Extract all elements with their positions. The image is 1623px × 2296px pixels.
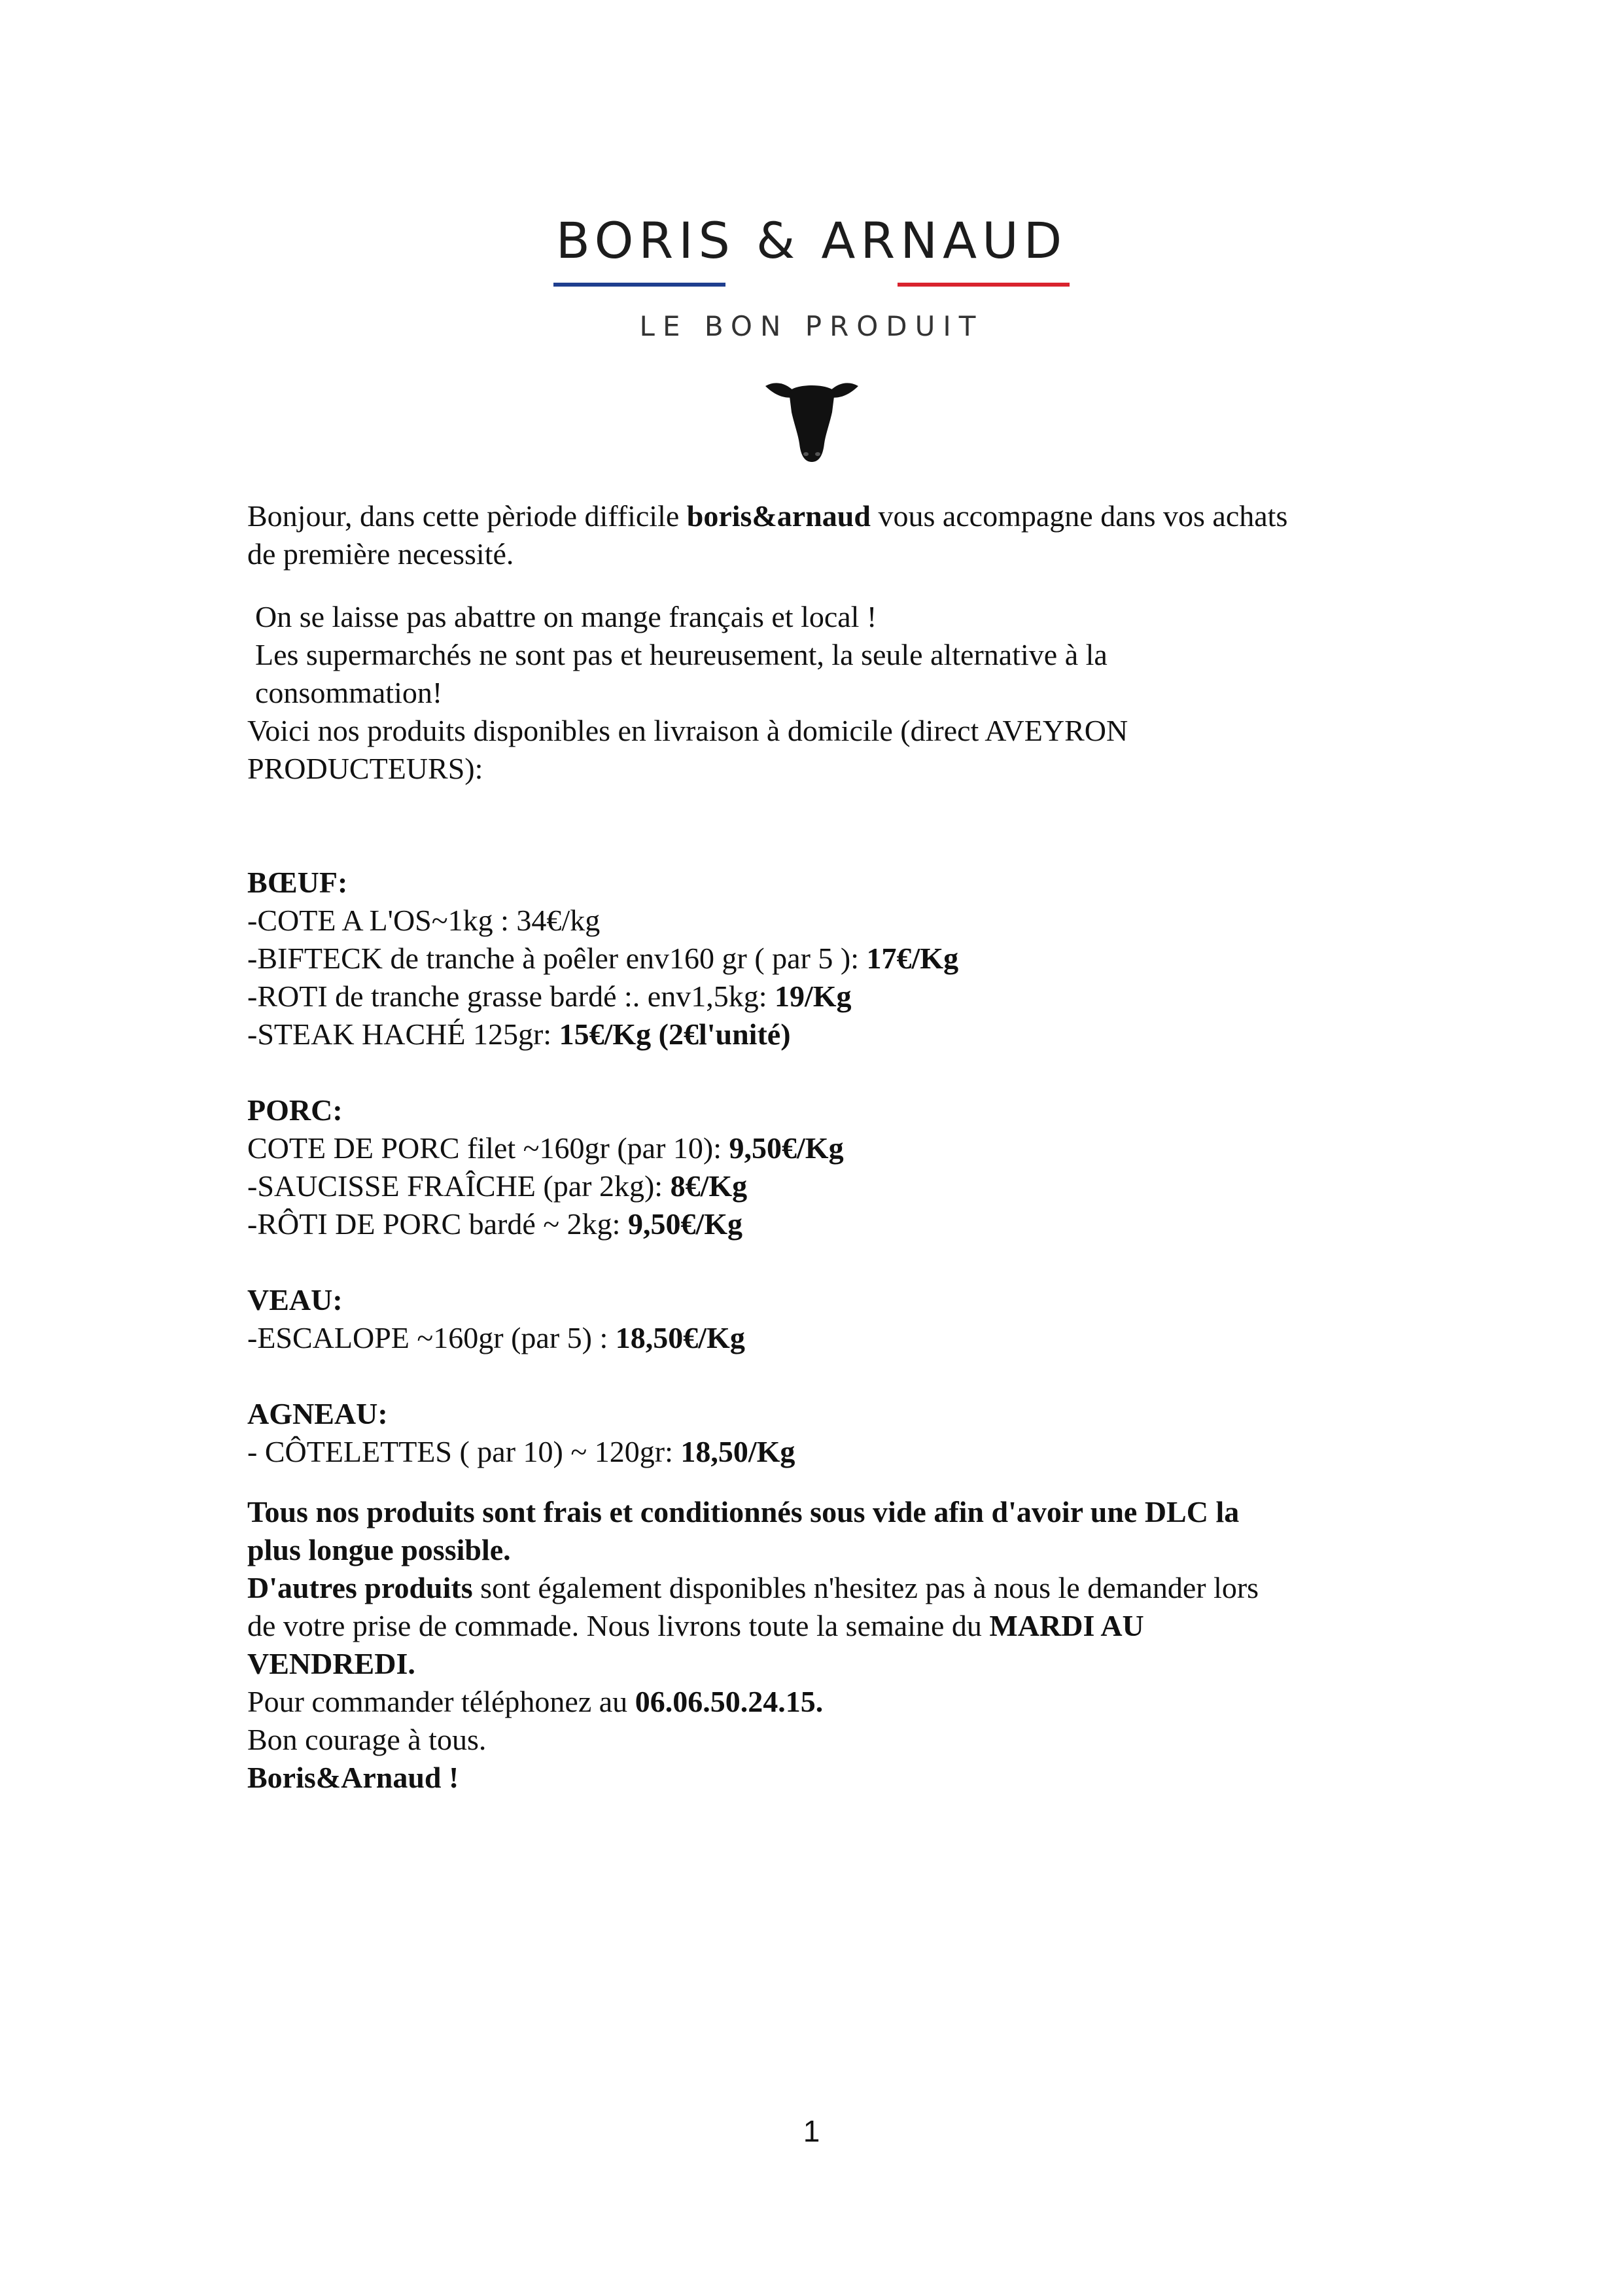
product-price: 9,50€/Kg xyxy=(729,1131,844,1165)
product-name: COTE DE PORC filet ~160gr (par 10): xyxy=(247,1131,729,1165)
flag-red xyxy=(898,283,1070,287)
delivery-days: MARDI AU xyxy=(989,1609,1144,1642)
product-line xyxy=(247,978,1412,1016)
product-line xyxy=(247,1319,1412,1357)
cow-head-icon xyxy=(763,378,861,463)
product-name: -BIFTECK de tranche à poêler env160 gr ( par 5 ): xyxy=(247,942,867,975)
paragraph-line: PRODUCTEURS): xyxy=(247,752,483,785)
product-line: -COTE A L'OS~1kg : 34€/kg xyxy=(247,904,601,937)
section-title: VEAU: xyxy=(247,1283,343,1316)
closing-line: Bon courage à tous. xyxy=(247,1723,487,1756)
section-porc xyxy=(247,1091,1412,1243)
product-line xyxy=(247,940,1412,978)
flag-underline xyxy=(553,283,1070,287)
brand-name: BORIS & ARNAUD xyxy=(555,211,1068,270)
intro-text: vous accompagne dans vos achats xyxy=(870,499,1288,533)
paragraph-line: Voici nos produits disponibles en livraison à domicile (direct AVEYRON xyxy=(247,714,1128,747)
order-text: Pour commander téléphonez au xyxy=(247,1685,635,1718)
intro-text: de première necessité. xyxy=(247,537,514,571)
product-name: -STEAK HACHÉ 125gr: xyxy=(247,1017,559,1051)
order-line xyxy=(247,1683,1412,1721)
local-paragraph: On se laisse pas abattre on mange français et local ! xyxy=(255,600,877,633)
note-line: de votre prise de commade. Nous livrons toute la semaine du xyxy=(247,1609,990,1642)
brand-logo xyxy=(0,211,1623,463)
phone-number: 06.06.50.24.15. xyxy=(635,1685,824,1718)
paragraph-line: Les supermarchés ne sont pas et heureusement, la seule alternative à la xyxy=(255,638,1108,671)
note-line: plus longue possible. xyxy=(247,1533,511,1566)
product-line xyxy=(247,1129,1412,1167)
brand-tagline: LE BON PRODUIT xyxy=(639,310,984,342)
flag-white xyxy=(725,283,898,287)
product-price: 19/Kg xyxy=(775,980,852,1013)
brand-mention: boris&arnaud xyxy=(686,499,871,533)
freshness-note xyxy=(247,1493,1412,1569)
product-price: 17€/Kg xyxy=(866,942,959,975)
section-veau xyxy=(247,1281,1412,1357)
product-line xyxy=(247,1433,1412,1471)
flag-blue xyxy=(553,283,725,287)
section-title: PORC: xyxy=(247,1093,343,1127)
intro-text: Bonjour, dans cette pèriode difficile xyxy=(247,499,687,533)
section-boeuf xyxy=(247,864,1412,1053)
product-price: 15€/Kg (2€l'unité) xyxy=(559,1017,791,1051)
product-name: -ESCALOPE ~160gr (par 5) : xyxy=(247,1321,616,1354)
note-line: Tous nos produits sont frais et conditionnés sous vide afin d'avoir une DLC la xyxy=(247,1495,1240,1528)
products-intro-paragraph xyxy=(247,712,1412,788)
section-title: BŒUF: xyxy=(247,866,348,899)
product-price: 8€/Kg xyxy=(670,1169,748,1203)
other-products-note xyxy=(247,1569,1412,1683)
paragraph-line: consommation! xyxy=(255,676,443,709)
product-line xyxy=(247,1205,1412,1243)
product-name: -SAUCISSE FRAÎCHE (par 2kg): xyxy=(247,1169,671,1203)
product-name: - CÔTELETTES ( par 10) ~ 120gr: xyxy=(247,1435,681,1468)
product-price: 9,50€/Kg xyxy=(627,1207,743,1241)
signature: Boris&Arnaud ! xyxy=(247,1761,459,1794)
page-number: 1 xyxy=(803,2114,820,2148)
note-line: sont également disponibles n'hesitez pas à nous le demander lors xyxy=(472,1571,1259,1604)
supermarket-paragraph xyxy=(247,636,1412,712)
product-name: -ROTI de tranche grasse bardé :. env1,5kg: xyxy=(247,980,775,1013)
product-name: -RÔTI DE PORC bardé ~ 2kg: xyxy=(247,1207,628,1241)
product-line xyxy=(247,1016,1412,1053)
section-agneau xyxy=(247,1395,1412,1471)
note-emphasis: D'autres produits xyxy=(247,1571,473,1604)
product-price: 18,50/Kg xyxy=(680,1435,795,1468)
delivery-days: VENDREDI. xyxy=(247,1647,415,1680)
document-body xyxy=(247,497,1412,1797)
section-title: AGNEAU: xyxy=(247,1397,388,1430)
product-line xyxy=(247,1167,1412,1205)
intro-paragraph xyxy=(247,497,1412,573)
product-price: 18,50€/Kg xyxy=(615,1321,745,1354)
